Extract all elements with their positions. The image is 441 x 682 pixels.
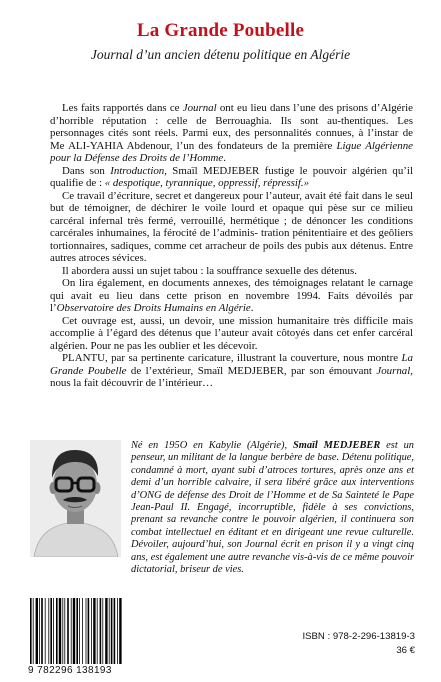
barcode-bar [33, 598, 34, 664]
blurb-paragraph [50, 352, 413, 390]
blurb-paragraph: Il abordera aussi un sujet tabou : la souffrance sexuelle des détenus. [62, 264, 357, 277]
barcode-bar [53, 598, 54, 664]
blurb-paragraph: Cet ouvrage est, aussi, un devoir, une mission humanitaire très difficile mais accomplie à l’égard des détenus que l’auteur avait côtoyés dans cet enfer carcéral algérien. Pour ne pas les oublier et les décevoir. [50, 314, 413, 352]
barcode-bar [109, 598, 110, 664]
text-span: Introduction [110, 164, 165, 177]
barcode-bar [39, 598, 40, 664]
isbn: ISBN : 978-2-296-13819-3 [302, 631, 415, 642]
barcode-bar [117, 598, 118, 664]
barcode-bar [102, 598, 103, 664]
text-span: Les faits rapportés dans ce [62, 102, 183, 114]
blurb-paragraph [50, 277, 413, 315]
blurb-paragraph [50, 102, 413, 165]
barcode-bar [48, 598, 49, 664]
barcode-bar [62, 598, 63, 664]
barcode-bar [100, 598, 102, 664]
text-span: On lira également, en documents annexes, des témoignages relatant le carnage qui avait eu lieu dans cette prison en novembre 1994. Faits dévoilés par l’ [50, 277, 413, 314]
barcode-bar [64, 598, 65, 664]
barcode-bar [45, 598, 46, 664]
barcode-bar [50, 598, 52, 664]
barcode-bar [36, 598, 38, 664]
text-span: La Grande Poubelle [50, 352, 413, 377]
barcode-bar [114, 598, 116, 664]
barcode-bar [105, 598, 107, 664]
barcode-bar [30, 598, 32, 664]
barcode-bar [76, 598, 78, 664]
text-span: . [250, 302, 254, 314]
text-span: , Smaïl MEDJEBER fustige le pouvoir algérien qu’il qualifie de : [50, 164, 413, 189]
text-span: « despotique, tyrannique, oppressif, répressif.» [104, 177, 310, 189]
barcode-bar [79, 598, 80, 664]
blurb-paragraph: Ce travail d’écriture, secret et dangereux pour l’auteur, avait été fait dans le seul but de témoigner, de déchirer le voile lourd et opaque qui pèse sur ce milieu carcéral infernal très fermé, verrouillé, hermétique ; de dénoncer les conditions carcérales inhumaines, la férocité de l’adminis- tration pénitentiaire et des geôliers tortionnaires, sadiques, comme cet arracheur de poils des pubis aux détenus. Entre autres atroces sévices. [50, 189, 413, 264]
barcode-bar [91, 598, 92, 664]
text-span: Ligue Algérienne pour la Défense des Droits de l’Homme [50, 139, 413, 164]
text-span: Dans son [62, 164, 111, 177]
barcode-bar [88, 598, 90, 664]
author-photo [30, 440, 121, 557]
text-span: . [223, 152, 226, 164]
text-span: Journal [182, 102, 217, 114]
text-span: Observatoire des Droits Humains en Algérie [56, 302, 251, 314]
barcode-bar [73, 598, 75, 664]
barcode-bar [41, 598, 43, 664]
price: 36 € [396, 645, 415, 656]
text-span: est un penseur, un militant de la langue berbère de base. Détenu politique, condamné à mort, ayant subi d’atroces tortures, après onze ans et demi d’un horrible calvaire, il sera libéré grâce aux interventions d’ONG de défense des Droit de l’Homme et de Sa Sainteté le Pape Jean-Paul II. Engagé, incorruptible, fidèle à ses convictions, prenant sa revanche contre le pouvoir algérien, il continuera son combat intellectuel en éditant et en dirigeant une revue culturelle. Dévoiler, aujourd’hui, son Journal écrit en prison il y a vingt cinq ans, est également une autre revanche vis-à-vis de ce même pouvoir dictatorial, briseur de vies. [131, 440, 414, 576]
barcode-digits: 9 782296 138193 [28, 665, 112, 676]
barcode-bar [111, 598, 113, 664]
barcode-bar [67, 598, 69, 664]
text-span: de l’extérieur, Smaïl MEDJEBER, par son émouvant [126, 364, 377, 377]
barcode-icon [28, 598, 136, 664]
barcode-bar [56, 598, 58, 664]
blurb-paragraph [50, 165, 413, 190]
book-title: La Grande Poubelle [136, 20, 305, 41]
barcode-bar [93, 598, 95, 664]
text-span: ont eu lieu dans l’une des prisons d’Algérie d’horrible réputation : celle de Berrouaghia. Ils sont au-thentiques. Les personnages cités sont réels. Parmi eux, des personnalités connues, à l’instar de Me ALI-YAHIA Abdenour, l’un des fondateurs de la première [50, 102, 413, 152]
author-portrait-icon [30, 440, 121, 557]
text-span: PLANTU, par sa pertinente caricature, illustrant la couverture, nous montre [62, 352, 402, 364]
blurb [50, 102, 413, 390]
barcode-bar [119, 598, 121, 664]
author-bio [131, 440, 414, 576]
text-span: Journal [376, 364, 411, 377]
text-span: Né en 195O en Kabylie (Algérie), [131, 440, 293, 451]
text-span: , nous la fait découvrir de l’intérieur… [50, 364, 413, 389]
author-name: Smaïl MEDJEBER [292, 440, 381, 451]
book-subtitle: Journal d’un ancien détenu politique en Algérie [90, 47, 351, 62]
barcode-bar [59, 598, 61, 664]
barcode-bar [82, 598, 83, 664]
barcode-bar [97, 598, 98, 664]
barcode-bar [71, 598, 72, 664]
barcode-bar [86, 598, 87, 664]
